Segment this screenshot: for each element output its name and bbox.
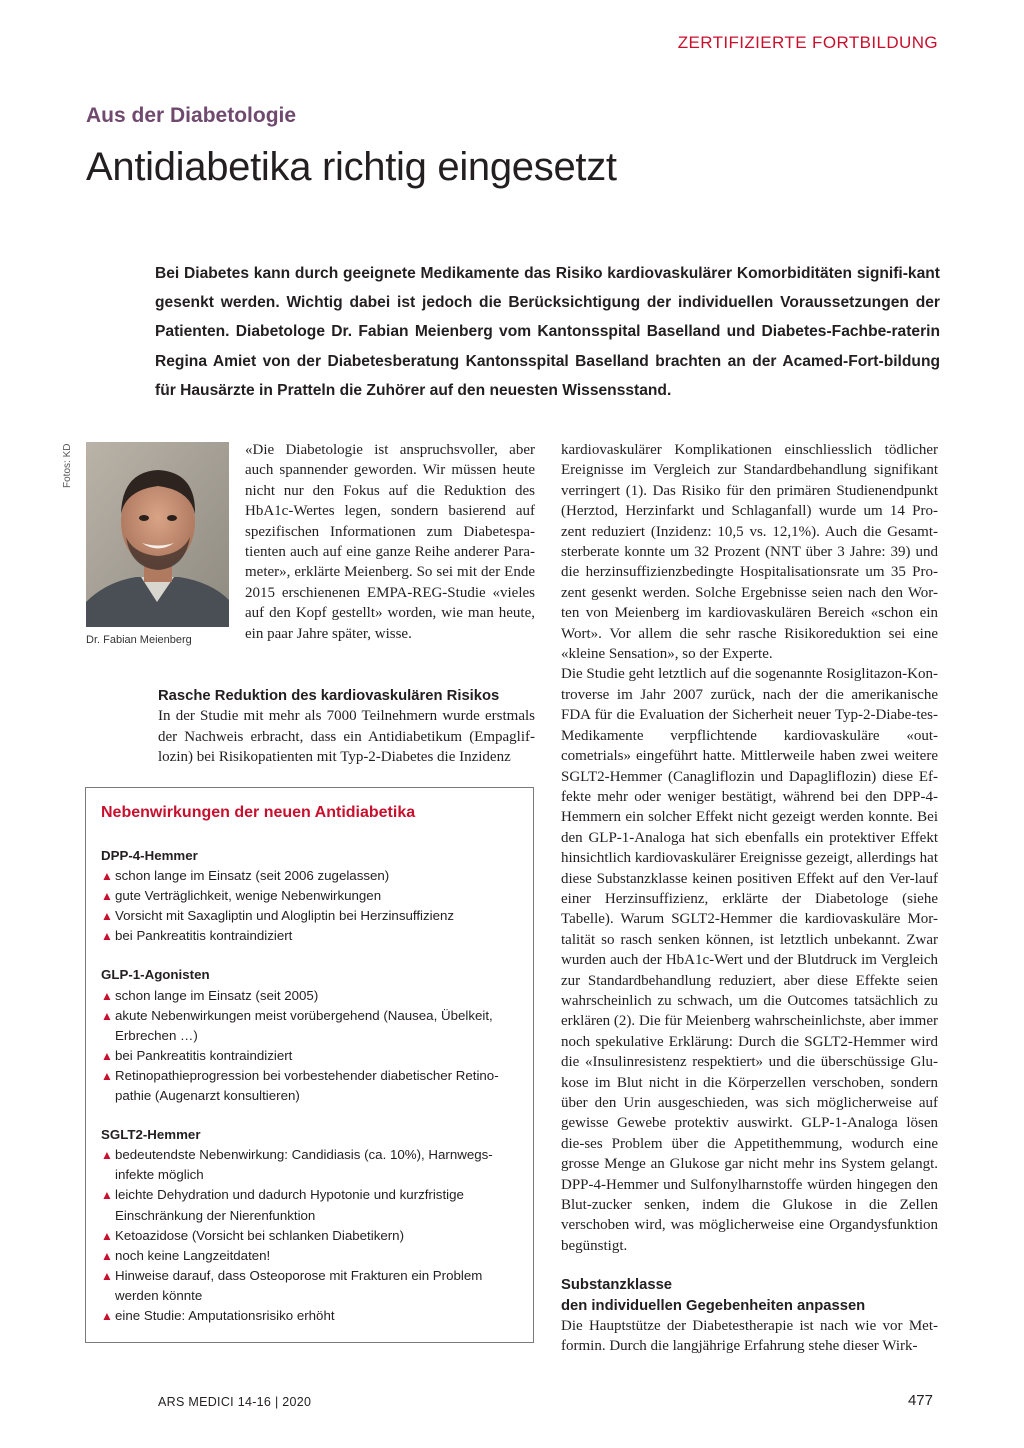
journal-footer: ARS MEDICI 14-16 | 2020 xyxy=(158,1395,312,1409)
bullet-item xyxy=(101,926,516,946)
bullet-text: gute Verträglichkeit, wenige Nebenwirkungen xyxy=(115,888,382,904)
triangle-bullet-icon: ▲ xyxy=(101,1148,113,1163)
study-paragraph: In der Studie mit mehr als 7000 Teilnehmern wurde erstmals der Nachweis erbracht, dass ein Antidiabetikum (Empaglif-lozin) bei Risikopatienten mit Typ-2-Diabetes die Inzidenz xyxy=(158,708,535,766)
column-2 xyxy=(561,440,938,1357)
bullet-text: Hinweise darauf, dass Osteoporose mit Frakturen ein Problem werden könnte xyxy=(115,1267,483,1303)
section-tag: ZERTIFIZIERTE FORTBILDUNG xyxy=(677,33,938,52)
column-2-paragraph-1: kardiovaskulärer Komplikationen einschliesslich tödlicher Ereignisse im Vergleich zur Standardbehandlung signifikant verringert (1). Das Risiko für den primären Studienendpunkt (Herztod, Herzinfarkt und Schlaganfall) wurde um 14 Pro-zent reduziert (Inzidenz: 10,5 vs. 12,1%). Auch die Gesamt-sterberate konnte um 32 Prozent (NNT über 3 Jahre: 39) und die herzinsuffizienzbedingte Hospitalisationsrate um 35 Pro-zent gesenkt werden. Solche Ergebnisse seien nach den Wor-ten von Meienberg im kardiovaskulären Bereich «schon ein Wort». Vor allem die sehr rasche Risikoreduktion sei eine «kleine Sensation», so der Experte. xyxy=(561,442,938,663)
bullet-text: eine Studie: Amputationsrisiko erhöht xyxy=(115,1307,335,1323)
drug-class-group xyxy=(101,1125,516,1326)
subheading-substance-class: Substanzklasse xyxy=(561,1277,673,1294)
drug-class-heading: SGLT2-Hemmer xyxy=(101,1127,201,1143)
triangle-bullet-icon: ▲ xyxy=(101,1008,113,1023)
triangle-bullet-icon: ▲ xyxy=(101,909,113,924)
column-1-intro xyxy=(245,440,535,644)
drug-class-heading: DPP-4-Hemmer xyxy=(101,848,198,863)
triangle-bullet-icon: ▲ xyxy=(101,929,113,944)
kicker: Aus der Diabetologie xyxy=(86,104,297,127)
bullet-item xyxy=(101,906,516,926)
subheading-individual: den individuellen Gegebenheiten anpassen xyxy=(561,1297,866,1314)
drug-class-heading: GLP-1-Agonisten xyxy=(101,967,210,983)
photo-credit-text: Fotos: KD xyxy=(62,443,73,488)
side-effects-box xyxy=(85,787,534,1343)
bullet-item xyxy=(101,1306,516,1326)
bullet-text: akute Nebenwirkungen meist vorübergehend (Nausea, Übelkeit, Erbrechen …) xyxy=(115,1007,493,1043)
bullet-text: Ketoazidose (Vorsicht bei schlanken Diabetikern) xyxy=(115,1227,404,1243)
triangle-bullet-icon: ▲ xyxy=(101,1188,113,1203)
bullet-item xyxy=(101,1006,516,1046)
bullet-item xyxy=(101,1046,516,1066)
drug-class-group xyxy=(101,965,516,1106)
column-2-paragraph-2: Die Studie geht letztlich auf die sogenannte Rosiglitazon-Kon-troverse im Jahr 2007 zurück, nach der die amerikanische FDA für die Evaluation der Sicherheit neuer Typ-2-Diabe-tes-Medikamente verpflichtende kardiovaskuläre «out-cometrials» eingeführt hatte. Mittlerweile haben zwei weitere SGLT2-Hemmer (Canagliflozin und Dapagliflozin) diese Ef-fekte mehr oder weniger bestätigt, während bei den DPP-4-Hemmern ein solcher Effekt nicht gezeigt werden konnte. Bei den GLP-1-Analoga hat sich ebenfalls ein protektiver Effekt hinsichtlich kardiovaskulärer Ereignisse gezeigt, allerdings hat diese Substanzklasse keinen positiven Effekt auf den Ver-lauf einer Herzinsuffizienz, erklärte der Diabetologe (siehe Tabelle). Warum SGLT2-Hemmer die kardiovaskuläre Mor-talität so rasch senken können, ist letztlich unbekannt. Zwar wurden auch der HbA1c-Wert und der Blutdruck im Vergleich zur Standardbehandlung reduziert, aber diese Effekte seien wahrscheinlich zu schwach, um die Outcomes tatsächlich zu erklären (2). Die für Meienberg wahrscheinlichste, aber immer noch spekulative Erklärung: Durch die SGLT2-Hemmer wird die «Insulinresistenz respektiert» und die überschüssige Glu-kose im Blut nicht in die Körperzellen verschoben, sondern über den Urin ausgeschieden, was sich möglicherweise auf gewisse Gewebe protektiv auswirkt. GLP-1-Analoga lösen die-ses Problem über die Appetithemmung, wodurch eine grosse Menge an Glukose gar nicht mehr ins System gelangt. DPP-4-Hemmer und Sulfonylharnstoffe würden hingegen den Blut-zucker senken, indem die Glukose in die Zellen verschoben wird, was möglicherweise eine Organdysfunktion begünstigt. xyxy=(561,666,938,1254)
bullet-text: bei Pankreatitis kontraindiziert xyxy=(115,1047,293,1063)
bullet-item xyxy=(101,1246,516,1266)
bullet-item xyxy=(101,866,516,886)
triangle-bullet-icon: ▲ xyxy=(101,869,113,884)
box-body xyxy=(101,846,516,1345)
intro-paragraph: «Die Diabetologie ist anspruchsvoller, aber auch spannender geworden. Wir müssen heute nicht nur den Fokus auf die Reduktion des HbA1c-Wertes legen, sondern basierend auf spezifischen Informationen zum Diabetespa-tienten auch auf eine ganze Reihe anderer Para-meter», erklärte Meienberg. So sei mit der Ende 2015 erschienenen EMPA-REG-Studie «vieles auf den Kopf gestellt» worden, wie man heute, ein paar Jahre später, wisse. xyxy=(245,442,535,642)
article-title: Antidiabetika richtig eingesetzt xyxy=(86,145,617,189)
bullet-text: schon lange im Einsatz (seit 2006 zugelassen) xyxy=(115,868,390,884)
triangle-bullet-icon: ▲ xyxy=(101,1248,113,1263)
bullet-item xyxy=(101,886,516,906)
bullet-text: bei Pankreatitis kontraindiziert xyxy=(115,928,293,944)
bullet-item xyxy=(101,1266,516,1306)
triangle-bullet-icon: ▲ xyxy=(101,889,113,904)
bullet-item xyxy=(101,1185,516,1225)
subheading-risk: Rasche Reduktion des kardiovaskulären Risikos xyxy=(158,688,500,704)
triangle-bullet-icon: ▲ xyxy=(101,1228,113,1243)
triangle-bullet-icon: ▲ xyxy=(101,1068,113,1083)
triangle-bullet-icon: ▲ xyxy=(101,988,113,1003)
portrait-illustration xyxy=(86,442,229,627)
lead-paragraph: Bei Diabetes kann durch geeignete Medikamente das Risiko kardiovaskulärer Komorbiditäten signifi-kant gesenkt werden. Wichtig dabei ist jedoch die Berücksichtigung der individuellen Voraussetzungen der Patienten. Diabetologe Dr. Fabian Meienberg vom Kantonsspital Baselland und Diabetes-Fachbe-raterin Regina Amiet von der Diabetesberatung Kantonsspital Baselland brachten an der Acamed-Fort-bildung für Hausärzte in Pratteln die Zuhörer auf den neuesten Wissensstand. xyxy=(155,265,940,399)
bullet-text: noch keine Langzeitdaten! xyxy=(115,1247,271,1263)
bullet-text: bedeutendste Nebenwirkung: Candidiasis (ca. 10%), Harnwegs-infekte möglich xyxy=(115,1147,493,1183)
column-2-paragraph-3: Die Hauptstütze der Diabetestherapie ist nach wie vor Met-formin. Durch die langjährige Erfahrung stehe dieser Wirk- xyxy=(561,1318,938,1355)
bullet-item xyxy=(101,1066,516,1106)
bullet-item xyxy=(101,1145,516,1185)
triangle-bullet-icon: ▲ xyxy=(101,1048,113,1063)
portrait-photo xyxy=(86,442,229,627)
photo-caption: Dr. Fabian Meienberg xyxy=(86,634,192,646)
triangle-bullet-icon: ▲ xyxy=(101,1308,113,1323)
drug-class-group xyxy=(101,846,516,946)
page-number: 477 xyxy=(907,1392,933,1409)
bullet-text: Retinopathieprogression bei vorbestehender diabetischer Retino-pathie (Augenarzt konsultieren) xyxy=(115,1067,499,1104)
bullet-item xyxy=(101,986,516,1006)
bullet-text: leichte Dehydration und dadurch Hypotonie und kurzfristige Einschränkung der Nierenfunktion xyxy=(115,1187,464,1223)
box-title: Nebenwirkungen der neuen Antidiabetika xyxy=(101,804,416,821)
bullet-text: schon lange im Einsatz (seit 2005) xyxy=(115,987,319,1003)
bullet-item xyxy=(101,1226,516,1246)
triangle-bullet-icon: ▲ xyxy=(101,1268,113,1283)
column-1-continued xyxy=(158,686,535,768)
bullet-text: Vorsicht mit Saxagliptin und Alogliptin bei Herzinsuffizienz xyxy=(115,908,455,924)
